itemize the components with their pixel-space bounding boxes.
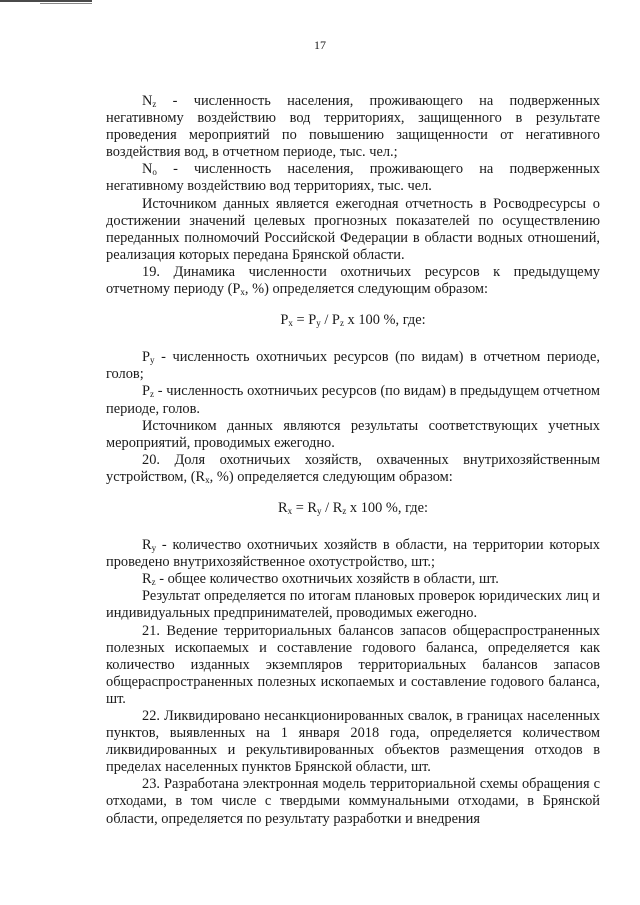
item-text: , %) определяется следующим образом:: [209, 468, 453, 485]
subscript: y: [150, 355, 155, 366]
symbol-n: N: [142, 161, 153, 178]
definition-text: - численность охотничьих ресурсов (по видам) в отчетном периоде, голов;: [106, 349, 600, 383]
definition-text: - общее количество охотничьих хозяйств в области, шт.: [155, 571, 499, 588]
paragraph-no-definition: [106, 161, 600, 195]
definition-text: - численность населения, проживающего на подверженных негативному воздействию вод территориях, защищенного в результате проведения мероприятий по повышению защищенности от негативного воздействия вод, в отчетном периоде, тыс. чел.;: [106, 93, 600, 161]
subscript: z: [339, 318, 344, 329]
item-text: 19. Динамика численности охотничьих ресурсов к предыдущему отчетному периоду (P: [106, 263, 600, 298]
definition-text: - численность населения, проживающего на подверженных негативному воздействию вод территориях, тыс. чел.: [106, 161, 600, 195]
subscript: z: [342, 505, 347, 516]
header-rule: [0, 0, 92, 2]
paragraph-result-inspections: Результат определяется по итогам плановых проверок юридических лиц и индивидуальных предпринимателей, проводимых ежегодно.: [106, 588, 600, 622]
paragraph-nz-definition: [106, 93, 600, 161]
formula-part: / R: [321, 499, 343, 516]
symbol-p: P: [142, 383, 151, 400]
formula-part: = P: [292, 312, 317, 329]
item-text: , %) определяется следующим образом:: [244, 281, 488, 298]
paragraph-item-22: 22. Ликвидировано несанкционированных свалок, в границах населенных пунктов, выявленных на 1 января 2018 года, определяется количеством ликвидированных и рекультивированных объектов размещения отходов в пределах населенных пунктов Брянской области, шт.: [106, 708, 600, 776]
subscript: y: [316, 318, 321, 329]
subscript: x: [240, 287, 245, 298]
definition-text: - количество охотничьих хозяйств в области, на территории которых проведено внутрихозяйственное охотустройство, шт.;: [106, 537, 600, 571]
symbol-r: R: [142, 571, 152, 588]
subscript: y: [151, 543, 157, 554]
symbol-p: P: [142, 349, 151, 366]
paragraph-item-21: 21. Ведение территориальных балансов запасов общераспространенных полезных ископаемых и составление годового баланса, определяется как количество изданных экземпляров территориальных балансов запасов общераспространенных полезных ископаемых и составление годового баланса, шт.: [106, 622, 600, 707]
subscript: y: [317, 505, 322, 516]
header-rule-short: [40, 3, 92, 4]
subscript: x: [287, 505, 293, 516]
paragraph-data-source-hunting: Источником данных являются результаты соответствующих учетных мероприятий, проводимых ежегодно.: [106, 417, 600, 451]
formula-rx: [106, 500, 600, 517]
paragraph-rz-definition: [106, 571, 600, 588]
formula-part: / P: [320, 312, 340, 329]
subscript: z: [151, 577, 156, 588]
formula-px: [106, 312, 600, 329]
formula-part: x 100 %, где:: [343, 312, 426, 329]
paragraph-py-definition: [106, 349, 600, 383]
formula-part: = R: [292, 499, 318, 516]
formula-symbol: R: [278, 499, 288, 516]
subscript: x: [288, 318, 293, 329]
paragraph-item-23: 23. Разработана электронная модель территориальной схемы обращения с отходами, в том числе с твердыми коммунальными отходами, в Брянской области, определяется по результату разработки и внедрения: [106, 776, 600, 827]
page-number: 17: [314, 38, 326, 52]
paragraph-ry-definition: [106, 537, 600, 571]
symbol-n: N: [142, 93, 153, 109]
paragraph-pz-definition: [106, 383, 600, 417]
document-body: [106, 93, 600, 828]
paragraph-item-19: [106, 264, 600, 298]
paragraph-item-20: [106, 452, 600, 486]
item-text: 20. Доля охотничьих хозяйств, охваченных внутрихозяйственным устройством, (R: [106, 451, 600, 485]
formula-part: x 100 %, где:: [346, 499, 428, 516]
paragraph-data-source-water: Источником данных является ежегодная отчетность в Росводресурсы о достижении значений целевых прогнозных показателей по осуществлению переданных полномочий Российской Федерации в области водных отношений, реализация которых передана Брянской области.: [106, 195, 600, 263]
subscript: o: [152, 167, 157, 178]
subscript: z: [150, 389, 155, 400]
subscript: z: [152, 99, 157, 109]
symbol-r: R: [142, 537, 152, 554]
subscript: x: [205, 474, 210, 485]
formula-symbol: P: [280, 312, 289, 329]
definition-text: - численность охотничьих ресурсов (по видам) в предыдущем отчетном периоде, голов.: [106, 383, 600, 417]
